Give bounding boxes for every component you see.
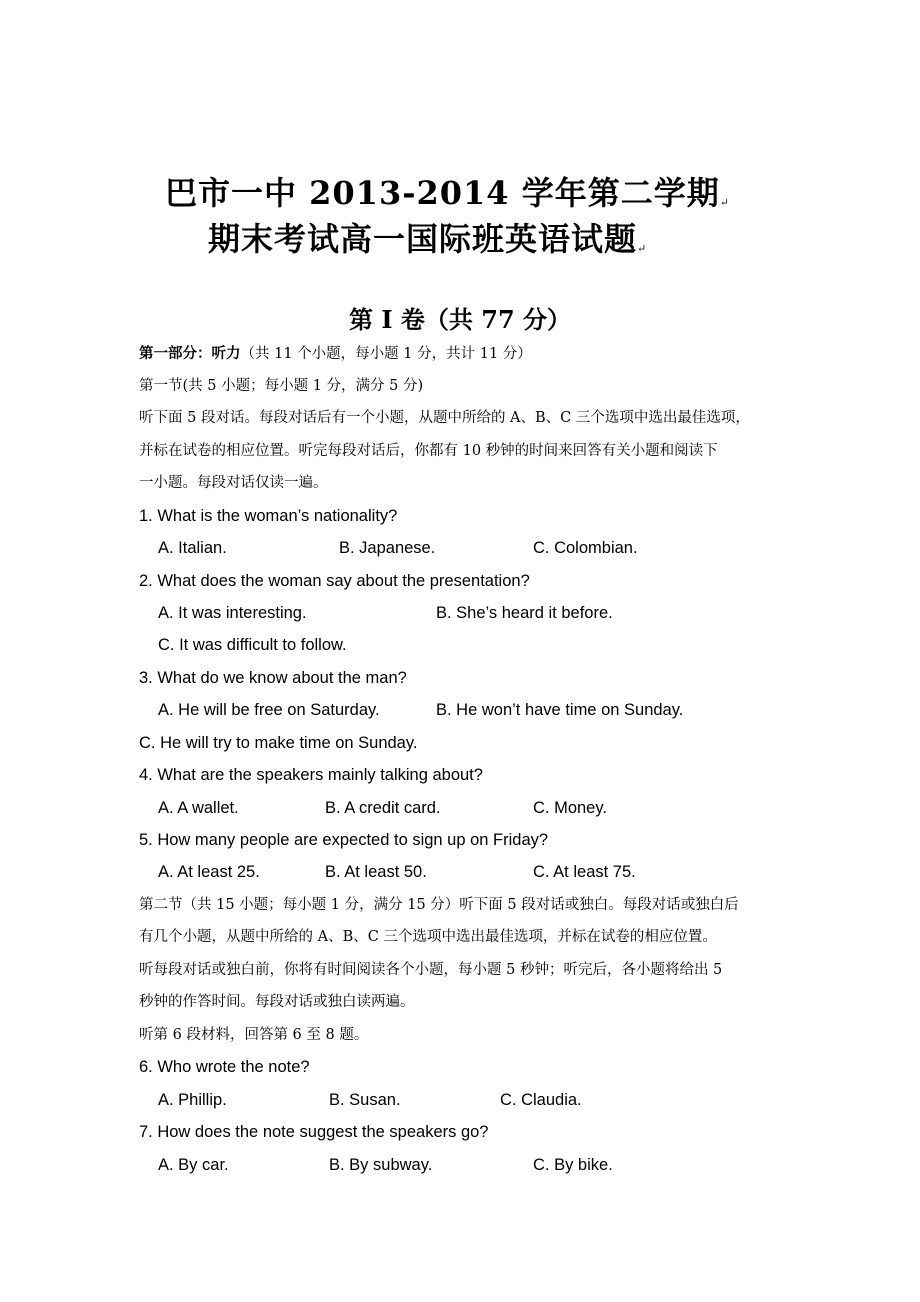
option-c: C. By bike. xyxy=(533,1156,613,1174)
section1-instruction-line: 并标在试卷的相应位置。听完每段对话后，你都有 10 秒钟的时间来回答有关小题和阅读下 xyxy=(139,443,718,459)
section2-instruction-line: 第二节（共 15 小题；每小题 1 分，满分 15 分）听下面 5 段对话或独白。每段对话或独白后 xyxy=(139,897,739,913)
section2-instruction-line: 有几个小题，从题中所给的 A、B、C 三个选项中选出最佳选项，并标在试卷的相应位置。 xyxy=(139,929,717,945)
option-a: A. By car. xyxy=(158,1156,229,1174)
paragraph-mark: ↵ xyxy=(637,242,648,255)
material-note: 听第 6 段材料，回答第 6 至 8 题。 xyxy=(139,1027,369,1043)
section2-instruction-line: 秒钟的作答时间。每段对话或独白读两遍。 xyxy=(139,994,415,1010)
title-line1-text: 巴市一中 2013-2014 学年第二学期 xyxy=(165,174,720,212)
exam-title-line1 xyxy=(165,168,730,214)
question-7: 7. How does the note suggest the speakers go? xyxy=(139,1123,489,1141)
option-b: B. By subway. xyxy=(329,1156,433,1174)
part1-heading xyxy=(139,347,532,362)
section1-instruction-line: 一小题。每段对话仅读一遍。 xyxy=(139,475,328,491)
option-b: B. He won’t have time on Sunday. xyxy=(436,701,684,719)
option-c: C. Money. xyxy=(533,799,607,817)
question-2: 2. What does the woman say about the presentation? xyxy=(139,572,530,590)
option-a: A. Phillip. xyxy=(158,1091,227,1109)
option-c: C. It was difficult to follow. xyxy=(158,636,347,654)
question-3: 3. What do we know about the man? xyxy=(139,669,407,687)
section1-instruction-line: 听下面 5 段对话。每段对话后有一个小题，从题中所给的 A、B、C 三个选项中选出最佳选项， xyxy=(139,410,750,426)
paragraph-mark: ↵ xyxy=(719,196,730,209)
option-a: A. A wallet. xyxy=(158,799,239,817)
part1-note: （共 11 个小题，每小题 1 分，共计 11 分） xyxy=(240,346,532,362)
option-b: B. A credit card. xyxy=(325,799,441,817)
question-5: 5. How many people are expected to sign up on Friday? xyxy=(139,831,549,849)
section2-instruction-line: 听每段对话或独白前，你将有时间阅读各个小题，每小题 5 秒钟；听完后，各小题将给出 5 xyxy=(139,962,723,978)
exam-title-line2 xyxy=(208,214,647,260)
option-a: A. He will be free on Saturday. xyxy=(158,701,380,719)
option-a: A. Italian. xyxy=(158,539,227,557)
question-6: 6. Who wrote the note? xyxy=(139,1058,310,1076)
option-c: C. Claudia. xyxy=(500,1091,582,1109)
part1-label: 第一部分：听力 xyxy=(139,345,241,362)
option-a: A. It was interesting. xyxy=(158,604,307,622)
option-b: B. Japanese. xyxy=(339,539,436,557)
option-c: C. He will try to make time on Sunday. xyxy=(139,734,418,752)
section1-heading: 第一节(共 5 小题；每小题 1 分，满分 5 分) xyxy=(139,378,424,394)
title-line2-text: 期末考试高一国际班英语试题 xyxy=(208,220,638,258)
option-b: B. She’s heard it before. xyxy=(436,604,613,622)
question-1: 1. What is the woman’s nationality? xyxy=(139,507,398,525)
section-title: 第 I 卷（共 77 分） xyxy=(348,305,572,334)
option-b: B. Susan. xyxy=(329,1091,401,1109)
option-b: B. At least 50. xyxy=(325,863,427,881)
option-c: C. Colombian. xyxy=(533,539,638,557)
question-4: 4. What are the speakers mainly talking about? xyxy=(139,766,483,784)
option-c: C. At least 75. xyxy=(533,863,636,881)
option-a: A. At least 25. xyxy=(158,863,260,881)
